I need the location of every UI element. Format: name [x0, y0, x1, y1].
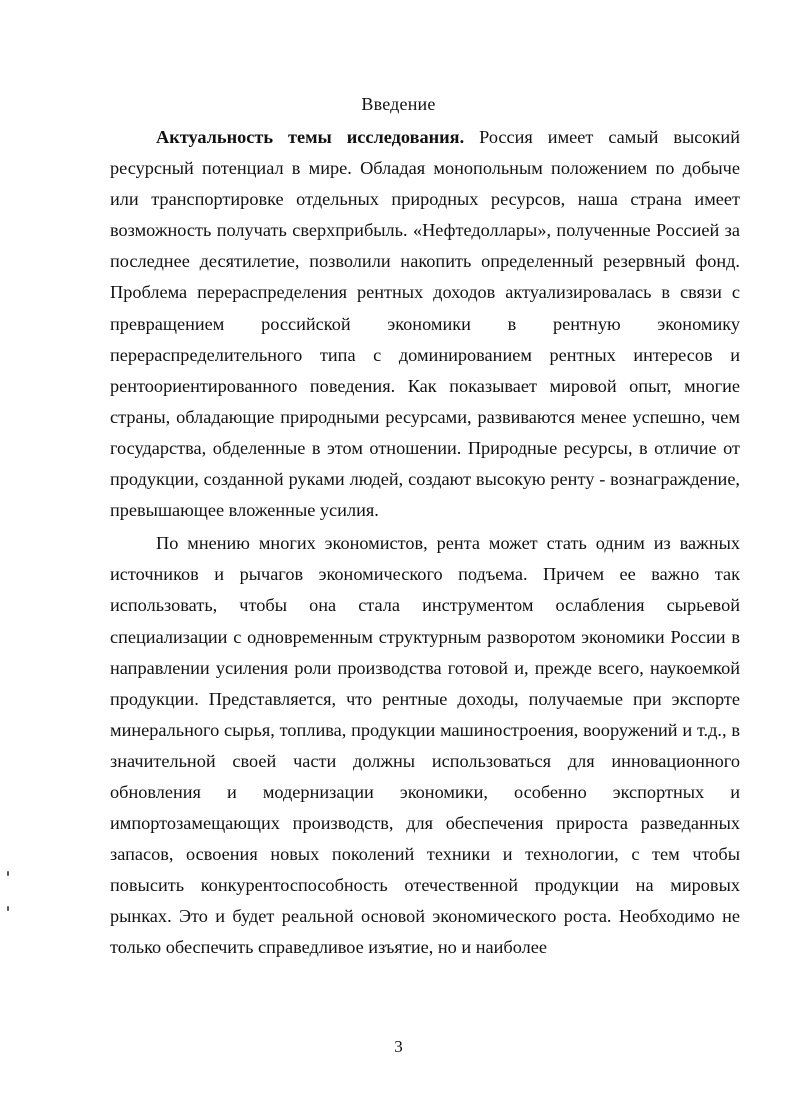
paragraph-text: По мнению многих экономистов, рента может стать одним из важных источников и рычагов экономического подъема. Причем ее важно так использовать, чтобы она стала инструментом ослабления сырьевой специализации с одновременным структурным разворотом экономики России в направлении усиления роли производства готовой и, прежде всего, наукоемкой продукции. Представляется, что рентные доходы, получаемые при экспорте минерального сырья, топлива, продукции машиностроения, вооружений и т.д., в значительной своей части должны использоваться для инновационного обновления и модернизации экономики, особенно экспортных и импортозамещающих производств, для обеспечения прироста разведанных запасов, освоения новых поколений техники и технологии, с тем чтобы повысить конкурентоспособность отечественной продукции на мировых рынках. Это и будет реальной основой экономического роста. Необходимо не только обеспечить справедливое изъятие, но и наиболее — [110, 533, 740, 958]
page-number: 3 — [394, 1037, 403, 1056]
paragraph-economists — [110, 528, 740, 963]
body-text — [110, 122, 740, 964]
scan-speck — [7, 871, 9, 876]
paragraph-text: Россия имеет самый высокий ресурсный потенциал в мире. Обладая монопольным положением по добыче или транспортировке отдельных природных ресурсов, наша страна имеет возможность получать сверхприбыль. «Нефтедоллары», полученные Россией за последнее десятилетие, позволили накопить определенный резервный фонд. Проблема перераспределения рентных доходов актуализировалась в связи с превращением российской экономики в рентную экономику перераспределительного типа с доминированием рентных интересов и рентоориентированного поведения. Как показывает мировой опыт, многие страны, обладающие природными ресурсами, развиваются менее успешно, чем государства, обделенные в этом отношении. Природные ресурсы, в отличие от продукции, созданной руками людей, создают высокую ренту - вознаграждение, превышающее вложенные усилия. — [110, 127, 740, 521]
paragraph-relevance — [110, 122, 740, 526]
scan-speck — [7, 906, 9, 911]
section-title: Введение — [361, 94, 436, 114]
paragraph-lead: Актуальность темы исследования. — [156, 127, 465, 147]
